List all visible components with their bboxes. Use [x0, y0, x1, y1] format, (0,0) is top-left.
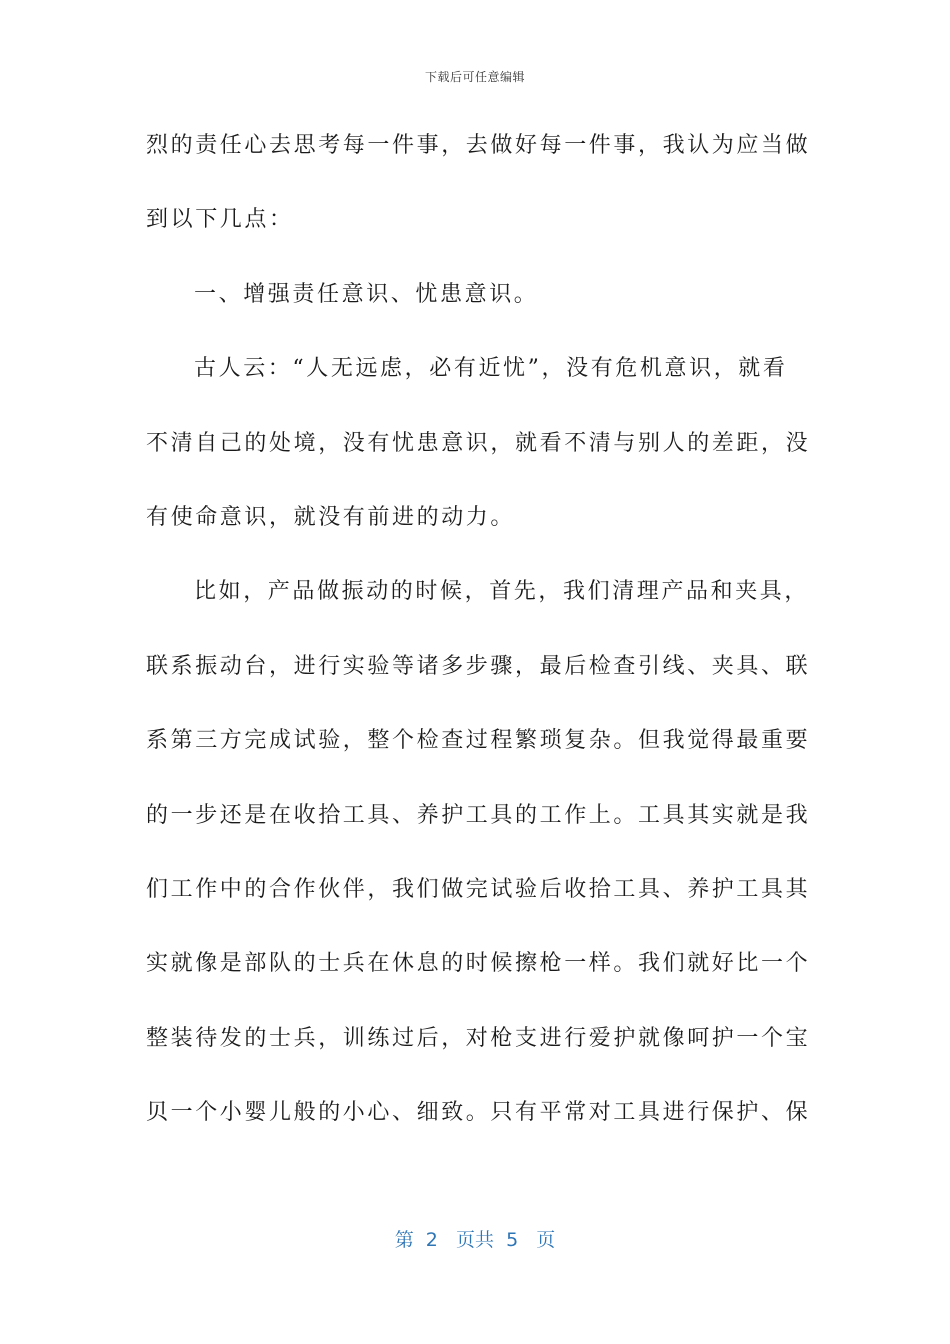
- text-line: 烈的责任心去思考每一件事，去做好每一件事，我认为应当做: [146, 133, 811, 158]
- text-line: 们工作中的合作伙伴，我们做完试验后收拾工具、养护工具其: [146, 876, 811, 902]
- text-line: 到以下几点：: [146, 207, 294, 233]
- page-header: 下载后可任意编辑: [424, 70, 525, 84]
- text-line: 实就像是部队的士兵在休息的时候擦枪一样。我们就好比一个: [146, 951, 811, 977]
- text-line: 的一步还是在收拾工具、养护工具的工作上。工具其实就是我: [146, 802, 811, 828]
- text-line: 联系振动台，进行实验等诸多步骤，最后检查引线、夹具、联: [146, 653, 811, 679]
- page-number-footer: 第 2 页共 5 页: [394, 1229, 556, 1251]
- text-line: 不清自己的处境，没有忧患意识，就看不清与别人的差距，没: [146, 430, 811, 456]
- text-line: 有使命意识，就没有前进的动力。: [146, 504, 516, 530]
- text-line: 古人云：“人无远虑，必有近忧”，没有危机意识，就看: [194, 356, 788, 382]
- text-line: 贝一个小婴儿般的小心、细致。只有平常对工具进行保护、保: [146, 1100, 811, 1126]
- document-body: [146, 126, 811, 1167]
- text-line: 系第三方完成试验，整个检查过程繁琐复杂。但我觉得最重要: [146, 728, 811, 754]
- section-heading: 一、增强责任意识、忧患意识。: [194, 281, 539, 307]
- text-line: 比如，产品做振动的时候，首先，我们清理产品和夹具，: [194, 579, 810, 605]
- text-line: 整装待发的士兵，训练过后，对枪支进行爱护就像呵护一个宝: [146, 1025, 811, 1051]
